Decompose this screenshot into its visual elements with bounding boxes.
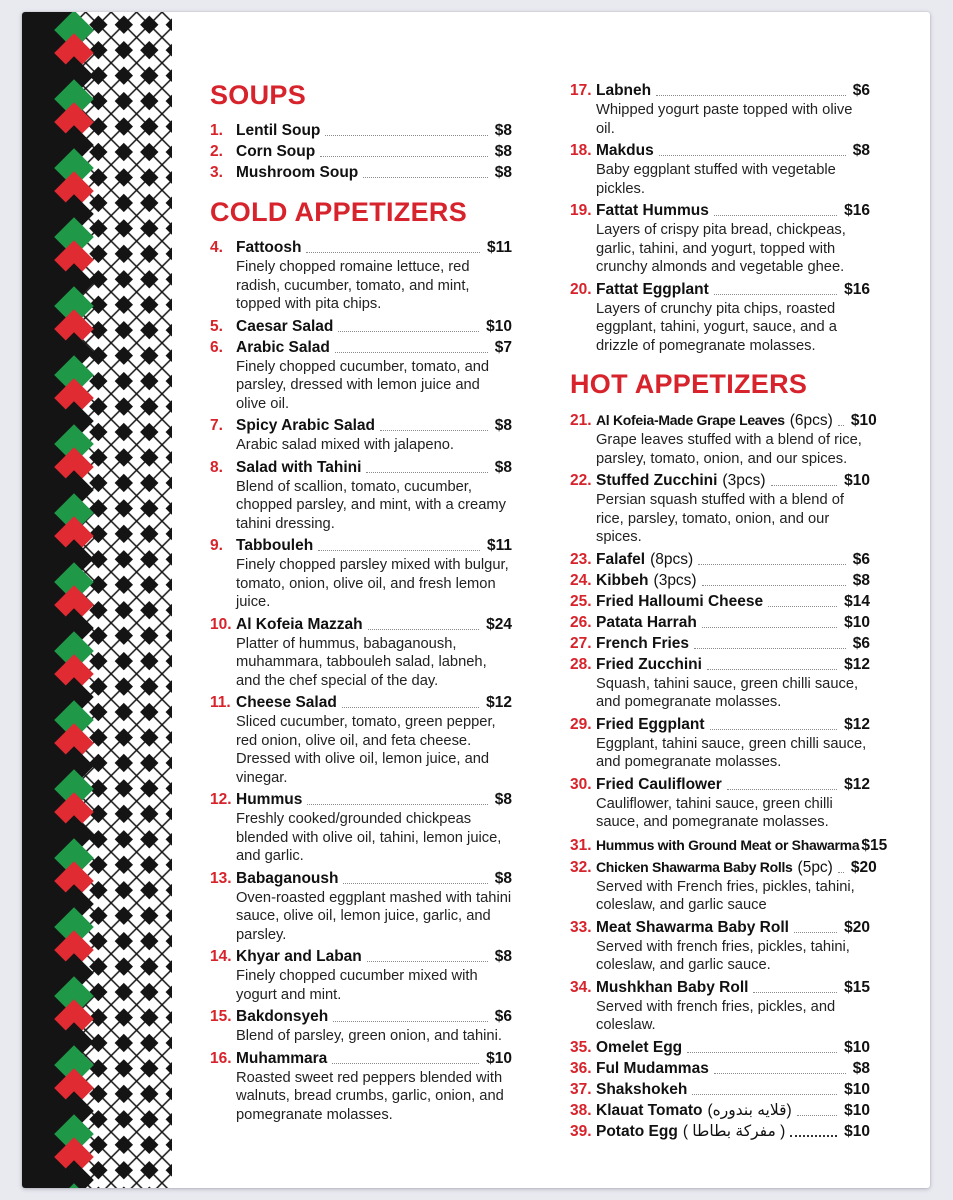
menu-item-row: [570, 918, 870, 938]
leader-dots: [368, 629, 480, 630]
item-description: Blend of parsley, green onion, and tahini.: [236, 1028, 502, 1044]
item-name: Fried Halloumi Cheese: [596, 592, 764, 610]
item-number: 21.: [570, 412, 592, 429]
item-number: 15.: [210, 1008, 232, 1025]
item-number: 6.: [210, 338, 223, 356]
menu-item: [210, 1049, 512, 1125]
item-name: Stuffed Zucchini: [596, 472, 718, 489]
leader-dots: [727, 789, 837, 790]
leader-dots: [753, 992, 837, 993]
item-price: $8: [852, 1059, 870, 1077]
menu-item: [570, 857, 877, 915]
menu-item: [570, 613, 870, 633]
item-name: Fried Zucchini: [596, 655, 702, 673]
menu-item-row: [570, 81, 870, 101]
menu-item: [210, 790, 512, 866]
item-description: Served with french fries, pickles, and coleslaw.: [596, 998, 836, 1033]
item-description: Arabic salad mixed with jalapeno.: [236, 437, 454, 453]
item-name: Arabic Salad: [236, 338, 330, 356]
item-number: 3.: [210, 164, 223, 181]
item-price: $11: [486, 537, 512, 554]
menu-item-row: [210, 458, 512, 478]
menu-item-row: [570, 471, 870, 491]
item-price: $20: [850, 858, 877, 876]
item-number: 7.: [210, 417, 223, 434]
item-quantity: (قلايه بندوره): [707, 1101, 792, 1119]
item-description: Persian squash stuffed with a blend of rice, parsley, tomato, onion, and our spices.: [596, 492, 844, 545]
leader-dots: [338, 331, 479, 332]
section-heading: HOT APPETIZERS: [570, 369, 808, 399]
item-description: Freshly cooked/grounded chickpeas blended with olive oil, tahini, lemon juice, and garlic.: [236, 811, 502, 864]
item-price: $15: [844, 978, 870, 996]
item-number: 14.: [210, 948, 232, 965]
item-number: 17.: [570, 82, 592, 99]
item-price: $14: [844, 592, 870, 610]
leader-dots: [332, 1063, 479, 1064]
menu-item: [210, 416, 512, 455]
item-name: Labneh: [596, 82, 652, 99]
item-name: Al Kofeia Mazzah: [236, 615, 363, 633]
menu-item: [570, 1101, 870, 1121]
item-name: Shakshokeh: [596, 1080, 688, 1098]
item-price: $10: [850, 412, 877, 429]
item-name: Khyar and Laban: [236, 948, 362, 965]
leader-dots: [366, 472, 487, 473]
leader-dots: [659, 155, 846, 156]
menu-item: [210, 458, 512, 534]
item-name: Babaganoush: [236, 869, 339, 887]
item-price: $20: [844, 918, 870, 936]
menu-item: [570, 280, 870, 356]
menu-item: [570, 775, 870, 832]
item-number: 35.: [570, 1038, 592, 1056]
menu-item: [210, 615, 512, 691]
menu-item-row: [210, 121, 512, 141]
menu-item: [210, 947, 512, 1004]
leader-dots: [343, 883, 487, 884]
menu-item-row: [570, 1122, 870, 1142]
item-number: 36.: [570, 1059, 592, 1077]
item-number: 5.: [210, 317, 223, 335]
menu-item-row: [210, 238, 512, 258]
item-number: 11.: [210, 694, 231, 711]
item-number: 34.: [570, 978, 592, 996]
item-name: Ful Mudammas: [596, 1059, 709, 1077]
item-name: Omelet Egg: [596, 1038, 683, 1056]
menu-item-row: [570, 835, 888, 856]
menu-item-row: [570, 141, 870, 161]
item-number: 16.: [210, 1049, 232, 1067]
menu-item: [570, 918, 870, 975]
item-description: Whipped yogurt paste topped with olive oil.: [596, 102, 853, 137]
menu-item-row: [570, 1059, 870, 1079]
leader-dots: [687, 1052, 837, 1053]
item-name: Cheese Salad: [236, 694, 337, 711]
menu-item: [570, 571, 870, 591]
item-price: $12: [844, 775, 870, 793]
item-description: Sliced cucumber, tomato, green pepper, red onion, olive oil, and feta cheese. Dressed with olive oil, lemon juice, and vinegar.: [236, 714, 496, 786]
menu-item: [570, 471, 870, 547]
item-name: Fried Cauliflower: [596, 775, 722, 793]
leader-dots: [692, 1094, 837, 1095]
item-number: 19.: [570, 202, 592, 219]
leader-dots: [707, 669, 837, 670]
item-price: $8: [494, 458, 512, 476]
leader-dots: [320, 156, 488, 157]
leader-dots: [656, 95, 846, 96]
item-description: Grape leaves stuffed with a blend of rice, parsley, tomato, onion, and our spices.: [596, 432, 862, 467]
menu-item-row: [570, 550, 870, 570]
item-number: 26.: [570, 613, 592, 631]
item-name: Fattat Hummus: [596, 202, 709, 219]
item-name: Hummus: [236, 791, 303, 808]
item-description: Served with french fries, pickles, tahini, coleslaw, and garlic sauce.: [596, 938, 850, 973]
menu-item: [570, 592, 870, 612]
item-description: Roasted sweet red peppers blended with walnuts, bread crumbs, garlic, onion, and pomegranate molasses.: [236, 1069, 504, 1123]
item-name: Klauat Tomato: [596, 1101, 703, 1119]
item-name: Mushkhan Baby Roll: [596, 978, 749, 996]
menu-item: [570, 81, 870, 138]
item-name: Spicy Arabic Salad: [236, 417, 375, 434]
item-price: $8: [494, 164, 512, 181]
item-number: 20.: [570, 280, 592, 298]
leader-dots: [306, 252, 480, 253]
item-price: $12: [844, 655, 870, 673]
item-number: 12.: [210, 791, 232, 808]
item-price: $10: [486, 317, 512, 335]
item-description: Finely chopped cucumber mixed with yogurt and mint.: [236, 968, 478, 1003]
menu-item: [210, 238, 512, 314]
menu-item: [210, 317, 512, 337]
menu-item: [570, 201, 870, 277]
menu-item-row: [570, 592, 870, 612]
leader-dots: [307, 804, 487, 805]
item-description: Blend of scallion, tomato, cucumber, chopped parsley, and mint, with a creamy tahini dressing.: [236, 478, 506, 532]
item-price: $6: [852, 82, 870, 99]
leader-dots: [838, 872, 844, 873]
menu-item-row: [210, 317, 512, 337]
item-price: $8: [852, 571, 870, 589]
item-price: $10: [844, 1101, 870, 1119]
item-price: $10: [844, 1080, 870, 1098]
item-price: $8: [494, 122, 512, 139]
item-quantity: (3pcs): [722, 472, 766, 489]
menu-item: [570, 1080, 870, 1100]
menu-item: [570, 715, 870, 772]
item-price: $8: [494, 948, 512, 965]
leader-dots: [702, 627, 837, 628]
item-name: Caesar Salad: [236, 317, 334, 335]
menu-item-row: [210, 163, 512, 183]
item-price: $12: [844, 715, 870, 733]
menu-item-row: [210, 536, 512, 556]
item-price: $24: [486, 615, 512, 633]
item-price: $7: [494, 338, 512, 356]
menu-item-row: [570, 715, 870, 735]
menu-item-row: [570, 613, 870, 633]
leader-dots: [794, 932, 837, 933]
item-name: Falafel: [596, 550, 646, 568]
item-price: $8: [494, 791, 512, 808]
menu-item-row: [570, 201, 870, 221]
item-description: Cauliflower, tahini sauce, green chilli sauce, and pomegranate molasses.: [596, 795, 833, 830]
item-name: Lentil Soup: [236, 122, 321, 139]
item-price: $16: [844, 202, 870, 219]
menu-column-left: [210, 80, 512, 1127]
menu-column-right: [570, 81, 888, 1143]
menu-item-row: [210, 615, 512, 635]
item-name: Muhammara: [236, 1049, 328, 1067]
menu-item: [570, 410, 877, 468]
item-name: Makdus: [596, 142, 654, 159]
leader-dots: [714, 215, 837, 216]
item-description: Oven-roasted eggplant mashed with tahini sauce, olive oil, lemon juice, garlic, and parsley.: [236, 889, 512, 943]
item-price: $8: [852, 142, 870, 159]
item-name: Bakdonsyeh: [236, 1008, 329, 1025]
item-number: 37.: [570, 1080, 592, 1098]
leader-dots: [335, 352, 488, 353]
menu-item-row: [210, 1049, 512, 1069]
leader-dots: [797, 1115, 837, 1116]
item-price: $6: [494, 1008, 512, 1025]
menu-item: [210, 121, 512, 141]
leader-dots: [771, 485, 838, 486]
menu-item: [210, 693, 512, 787]
leader-dots: [838, 425, 844, 426]
leader-dots: [698, 564, 846, 565]
menu-item: [210, 536, 512, 612]
item-name: Mushroom Soup: [236, 164, 359, 181]
item-number: 38.: [570, 1101, 592, 1119]
item-name: Chicken Shawarma Baby Rolls: [596, 858, 793, 875]
item-name: Meat Shawarma Baby Roll: [596, 918, 789, 936]
item-number: 32.: [570, 858, 592, 876]
menu-item-row: [570, 410, 877, 431]
leader-dots: [790, 1135, 837, 1137]
item-number: 25.: [570, 592, 592, 610]
item-name: Patata Harrah: [596, 613, 697, 631]
item-name: Fattoosh: [236, 239, 302, 256]
leader-dots: [768, 606, 837, 607]
item-price: $10: [486, 1049, 512, 1067]
menu-item: [570, 634, 870, 654]
item-number: 39.: [570, 1122, 592, 1140]
leader-dots: [363, 177, 487, 178]
menu-item-row: [570, 634, 870, 654]
item-number: 2.: [210, 143, 223, 160]
item-number: 31.: [570, 836, 592, 854]
menu-item: [210, 163, 512, 183]
menu-item-row: [570, 655, 870, 675]
menu-item: [570, 655, 870, 712]
item-price: $11: [486, 239, 512, 256]
item-quantity: (5pc): [797, 858, 833, 876]
item-number: 9.: [210, 537, 223, 554]
menu-item-row: [570, 1101, 870, 1121]
menu-item: [570, 1122, 870, 1142]
item-number: 24.: [570, 571, 592, 589]
menu-item-row: [210, 947, 512, 967]
keffiyeh-pattern-border: [22, 12, 172, 1188]
item-description: Squash, tahini sauce, green chilli sauce, and pomegranate molasses.: [596, 675, 859, 710]
menu-page: [22, 12, 930, 1188]
item-price: $8: [494, 417, 512, 434]
leader-dots: [380, 430, 488, 431]
item-number: 22.: [570, 472, 592, 489]
item-quantity: (8pcs): [650, 550, 694, 568]
item-price: $10: [844, 1038, 870, 1056]
leader-dots: [367, 961, 488, 962]
item-description: Baby eggplant stuffed with vegetable pickles.: [596, 162, 836, 197]
item-description: Layers of crunchy pita chips, roasted eggplant, tahini, yogurt, sauce, and a drizzle of pomegranate molasses.: [596, 300, 837, 354]
menu-item: [570, 978, 870, 1035]
leader-dots: [333, 1021, 488, 1022]
item-price: $6: [852, 550, 870, 568]
item-price: $6: [852, 634, 870, 652]
item-price: $10: [844, 472, 870, 489]
item-name: Potato Egg: [596, 1122, 678, 1140]
item-description: Finely chopped cucumber, tomato, and parsley, dressed with lemon juice and olive oil.: [236, 358, 490, 412]
menu-item-row: [210, 1007, 512, 1027]
item-number: 30.: [570, 775, 592, 793]
menu-item: [570, 835, 888, 856]
item-name: French Fries: [596, 634, 690, 652]
leader-dots: [694, 648, 846, 649]
menu-item-row: [570, 1038, 870, 1058]
menu-item-row: [570, 1080, 870, 1100]
leader-dots: [714, 1073, 846, 1074]
menu-item-row: [570, 571, 870, 591]
item-name: Kibbeh: [596, 571, 649, 589]
item-description: Platter of hummus, babaganoush, muhammara, tabbouleh salad, labneh, and the chef special of the day.: [236, 635, 487, 689]
item-quantity: (6pcs): [789, 412, 833, 429]
leader-dots: [318, 550, 480, 551]
menu-item: [570, 1038, 870, 1058]
leader-dots: [325, 135, 487, 136]
item-price: $10: [844, 613, 870, 631]
menu-item: [570, 1059, 870, 1079]
item-price: $12: [486, 694, 512, 711]
keffiyeh-pattern-art: [22, 12, 172, 1188]
item-number: 13.: [210, 869, 232, 887]
section-heading: COLD APPETIZERS: [210, 197, 468, 227]
item-name: Al Kofeia-Made Grape Leaves: [596, 412, 785, 428]
item-price: $10: [844, 1122, 870, 1140]
item-description: Eggplant, tahini sauce, green chilli sauce, and pomegranate molasses.: [596, 735, 867, 770]
item-number: 10.: [210, 615, 232, 633]
menu-item-row: [210, 790, 512, 810]
menu-item-row: [570, 857, 877, 878]
item-name: Corn Soup: [236, 143, 316, 160]
item-name: Hummus with Ground Meat or Shawarma: [596, 836, 860, 853]
menu-item: [210, 869, 512, 945]
item-number: 23.: [570, 550, 592, 568]
item-description: Finely chopped parsley mixed with bulgur, tomato, onion, olive oil, and fresh lemon juice.: [236, 557, 509, 610]
item-number: 1.: [210, 122, 223, 139]
section-heading: SOUPS: [210, 80, 307, 110]
menu-item-row: [570, 978, 870, 998]
menu-item-row: [210, 693, 512, 713]
menu-item-row: [210, 338, 512, 358]
leader-dots: [710, 729, 838, 730]
item-number: 27.: [570, 634, 592, 652]
item-description: Finely chopped romaine lettuce, red radish, cucumber, tomato, and mint, topped with pita chips.: [236, 259, 470, 312]
menu-item-row: [570, 280, 870, 300]
menu-item: [210, 142, 512, 162]
menu-item: [210, 338, 512, 414]
item-name: Salad with Tahini: [236, 458, 362, 476]
leader-dots: [714, 294, 837, 295]
item-number: 18.: [570, 142, 592, 159]
item-name: Tabbouleh: [236, 537, 314, 554]
item-quantity: (3pcs): [653, 571, 697, 589]
item-number: 8.: [210, 458, 223, 476]
leader-dots: [342, 707, 479, 708]
menu-item-row: [570, 775, 870, 795]
item-number: 29.: [570, 715, 592, 733]
item-price: $8: [494, 143, 512, 160]
item-price: $15: [861, 836, 888, 854]
item-price: $8: [494, 869, 512, 887]
menu-item-row: [210, 416, 512, 436]
item-number: 28.: [570, 655, 592, 673]
item-name: Fried Eggplant: [596, 715, 705, 733]
menu-item: [570, 141, 870, 198]
item-description: Layers of crispy pita bread, chickpeas, garlic, tahini, and yogurt, topped with crunchy almonds and vegetable ghee.: [596, 222, 846, 275]
item-price: $16: [844, 280, 870, 298]
item-quantity: ( مفركة بطاطا ): [682, 1122, 786, 1140]
leader-dots: [702, 585, 846, 586]
menu-item: [570, 550, 870, 570]
item-name: Fattat Eggplant: [596, 280, 709, 298]
item-number: 33.: [570, 918, 592, 936]
menu-item: [210, 1007, 512, 1046]
item-description: Served with French fries, pickles, tahini, coleslaw, and garlic sauce: [596, 878, 855, 913]
item-number: 4.: [210, 239, 223, 256]
menu-item-row: [210, 142, 512, 162]
menu-item-row: [210, 869, 512, 889]
